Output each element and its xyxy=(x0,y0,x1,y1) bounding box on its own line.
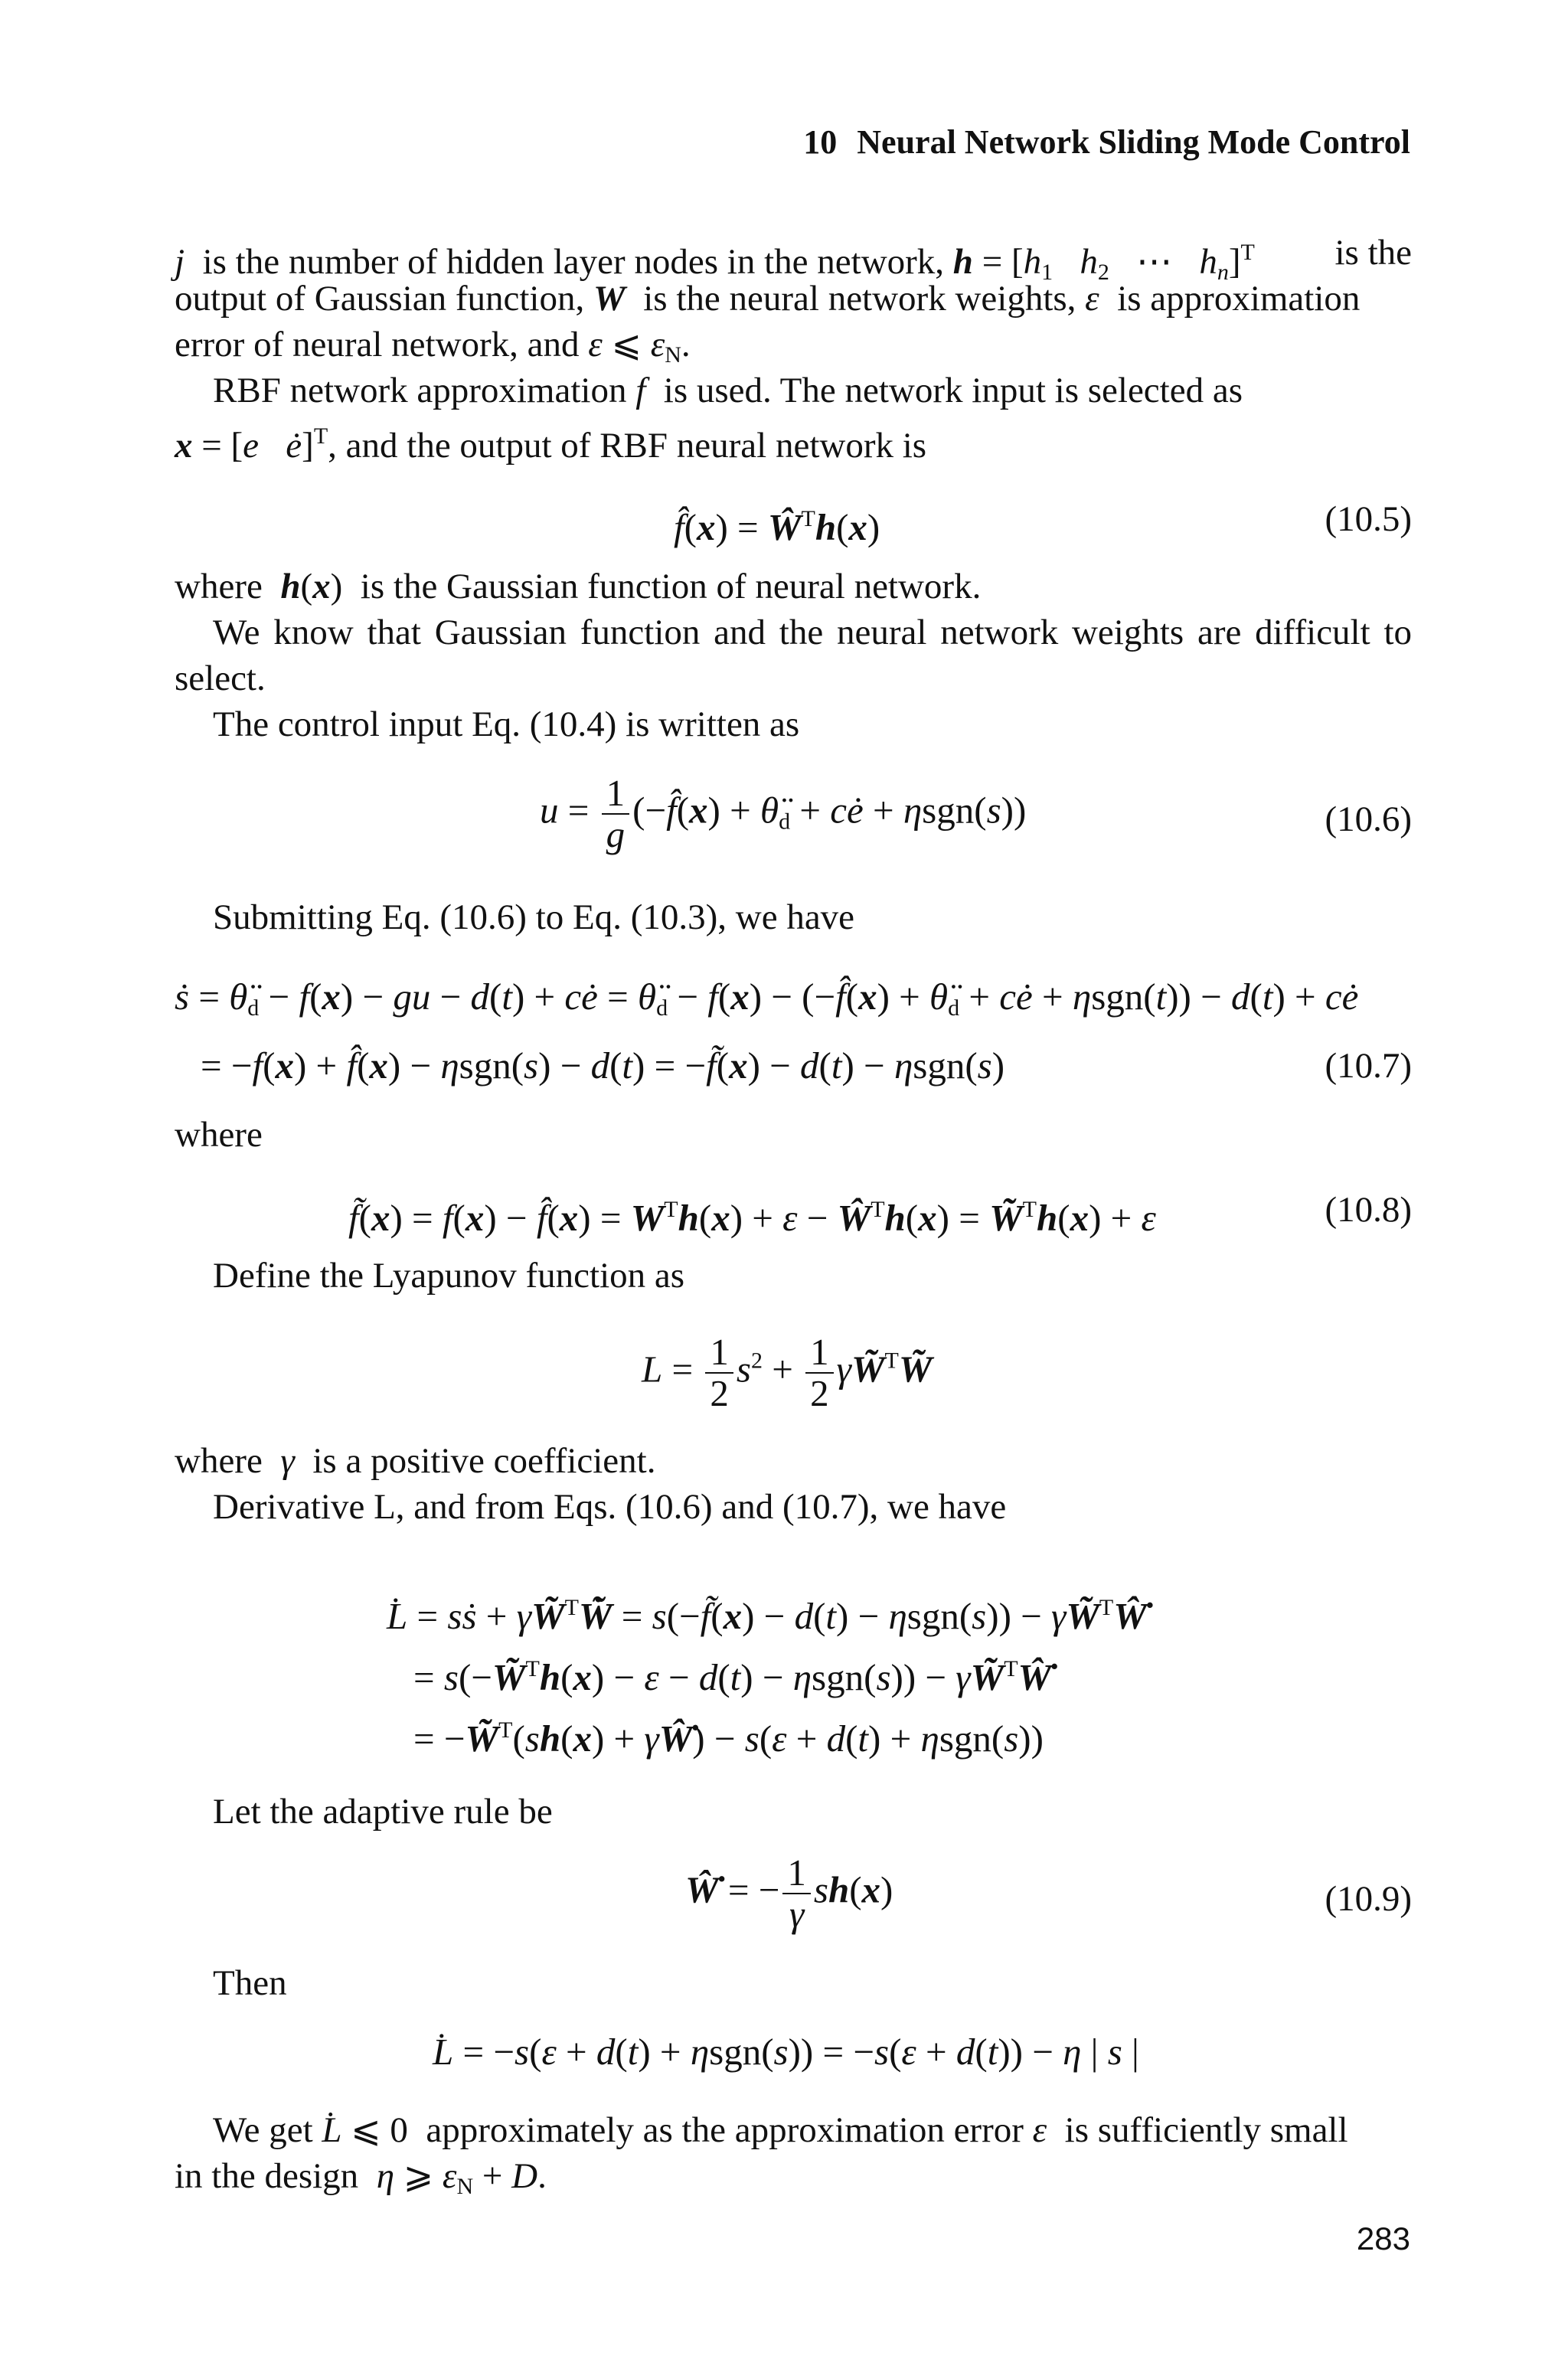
equation-derivative-line-1: L̇ = sṡ + γW̃$^T$W̃̇ = s(−f̃(x) − d(t) − ηsgn(s)) − γW̃$^T$Ŵ̇ xyxy=(387,1595,1147,1637)
equation-10-7-line-2: = −f(x) + f̂(x) − ηsgn(s) − d(t) = −f̃(x) − d(t) − ηsgn(s) xyxy=(201,1044,1005,1087)
equation-final: L̇ = −s(ε + d(t) + ηsgn(s)) = −s(ε + d(t)) − η | s | xyxy=(433,2031,1139,2073)
where-gamma-line: where γ is a positive coefficient. xyxy=(175,1441,656,1481)
paragraph-7: Derivative L, and from Eqs. (10.6) and (10.7), we have xyxy=(213,1487,1007,1527)
paragraph-3: We know that Gaussian function and the neural network weights are difficult to select. xyxy=(175,613,1412,698)
paragraph-6: Define the Lyapunov function as xyxy=(213,1256,685,1296)
where-h-line: where h(x) is the Gaussian function of neural network. xyxy=(175,567,982,606)
page-number: 283 xyxy=(1356,2221,1410,2256)
equation-10-5: f̂(x) = $Ŵ^Th(x)$ xyxy=(674,506,880,548)
equation-number-10-8: (10.8) xyxy=(1325,1190,1412,1230)
paragraph-1-line-1: j is the number of hidden layer nodes in the network, $h = [h_1$ $h_2$ ⋯ $h_n]^T$ xyxy=(175,240,1255,285)
paragraph-2-line-2: x = [e ė]$^T$, and the output of RBF neural network is xyxy=(175,423,927,466)
paragraph-2-line-1: RBF network approximation f is used. The network input is selected as xyxy=(213,371,1243,410)
equation-10-7-line-1: ṡ = $\thetä_d - f(x)$ − gu − d(t) + cė = $\thetä_d - f(x)$ − (−f̂(x) + $\thetä_d$ + cė + ηsgn(t)) − d(t) + cė xyxy=(175,975,1359,1021)
paragraph-1-line-1-end: is the xyxy=(1334,233,1412,273)
chapter-number: 10 xyxy=(803,123,838,161)
equation-number-10-5: (10.5) xyxy=(1325,499,1412,539)
equation-lyapunov: L = $\frac{1}{2}$ $s^2$ + $\frac{1}{2}$ γW̃$^T$W̃ xyxy=(642,1331,933,1414)
equation-number-10-9: (10.9) xyxy=(1325,1879,1412,1919)
paragraph-1-line-2: output of Gaussian function, W is the neural network weights, ε is approximation xyxy=(175,279,1361,319)
paragraph-10-line-2: in the design η ⩾ $\varepsilon_N + D$. xyxy=(175,2156,547,2199)
equation-number-10-6: (10.6) xyxy=(1325,799,1412,839)
equation-number-10-7: (10.7) xyxy=(1325,1046,1412,1086)
equation-10-8: f̃(x) = f(x) − f̂(x) = $W^Th(x) + \varepsilon$ − $Ŵ^Th(x)$ = W̃$^T$h(x) + ε xyxy=(348,1197,1156,1239)
paragraph-5: Submitting Eq. (10.6) to Eq. (10.3), we have xyxy=(213,897,855,937)
equation-10-9: Ŵ̇ = − $\frac{1}{\gamma}$ sh(x) xyxy=(685,1851,893,1935)
equation-derivative-line-3: = −W̃$^T$(sh(x) + γŴ̇) − s(ε + d(t) + ηsgn(s)) xyxy=(413,1717,1044,1760)
where-line-2: where xyxy=(175,1115,263,1155)
paragraph-9: Then xyxy=(213,1963,287,2003)
paragraph-10-line-1: We get L̇ ⩽ 0 approximately as the approximation error ε is sufficiently small xyxy=(213,2110,1348,2150)
equation-derivative-line-2: = s(−W̃$^T$h(x) − ε − d(t) − ηsgn(s)) − γW̃$^T$Ŵ̇ xyxy=(413,1656,1052,1698)
running-header xyxy=(803,123,1410,162)
chapter-title: Neural Network Sliding Mode Control xyxy=(857,123,1410,161)
equation-10-6: u = $\frac{1}{g}$ (−f̂(x) + $\thetä_d$ + cė + ηsgn(s)) xyxy=(540,772,1027,855)
paragraph-4: The control input Eq. (10.4) is written as xyxy=(213,704,800,744)
paragraph-1-line-3: error of neural network, and ε ⩽ $\varepsilon_N$. xyxy=(175,325,691,368)
paragraph-8: Let the adaptive rule be xyxy=(213,1792,553,1832)
